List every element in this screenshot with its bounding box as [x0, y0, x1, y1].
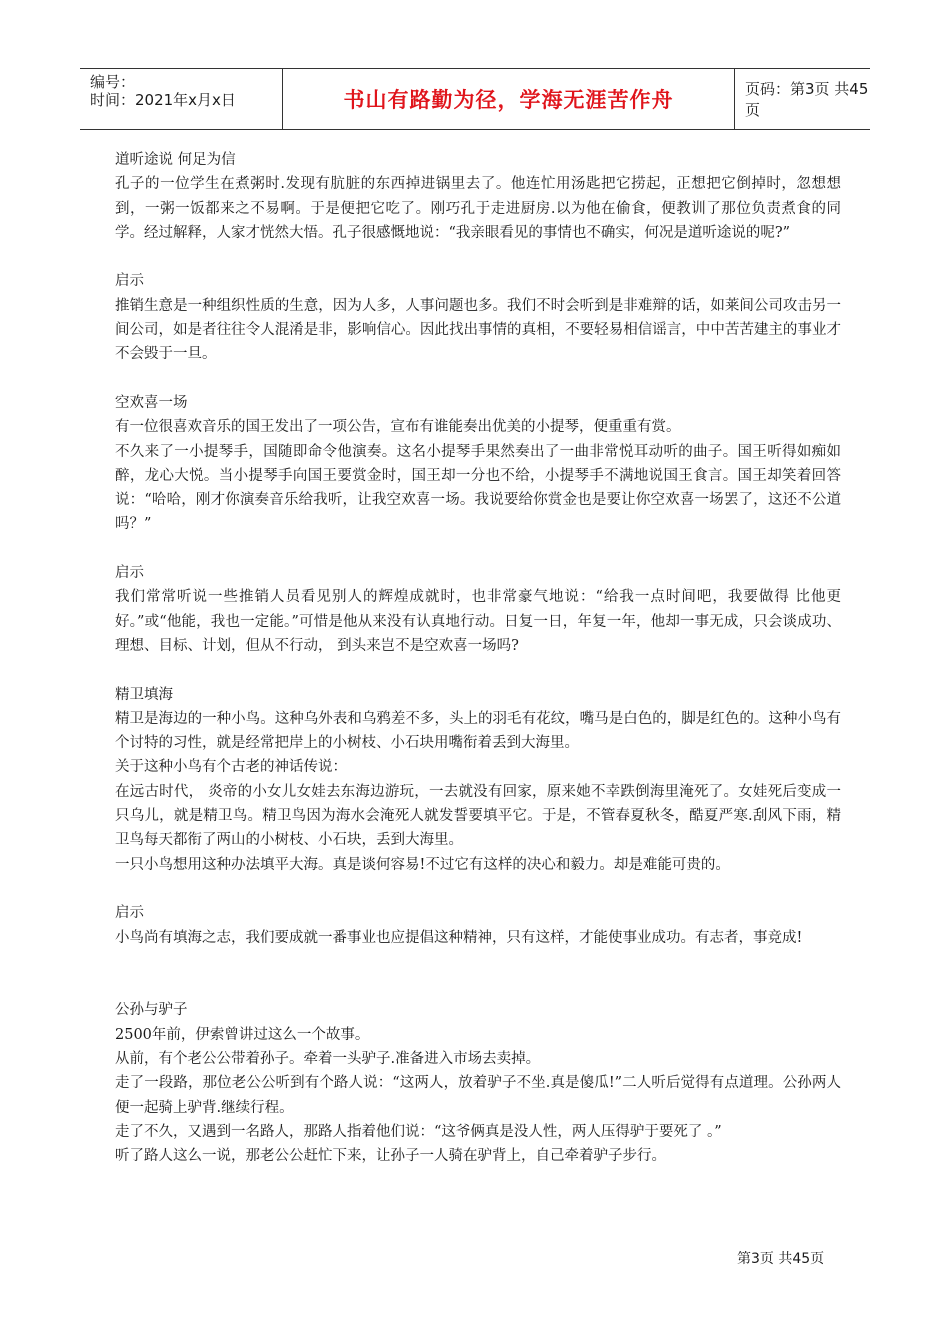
document-body — [115, 148, 841, 1168]
header-meta — [80, 69, 283, 129]
paragraph: 从前，有个老公公带着孙子。牵着一头驴子.准备进入市场去卖掉。 — [115, 1050, 541, 1067]
doc-number-label: 编号： — [90, 73, 136, 91]
header-page-number: 页码：第3页 共45页 — [745, 80, 869, 119]
paragraph: 关于这种小鸟有个古老的神话传说： — [115, 759, 347, 776]
paragraph: 推销生意是一种组织性质的生意，因为人多，人事问题也多。我们不时会听到是非难辩的话，如莱间公司攻击另一间公司，如是者往往令人混淆是非，影响信心。因此找出事情的真相，不要轻易相信谣言，中中苦苦建主的事业才不会毁于一旦。 — [115, 297, 841, 363]
paragraph: 走了一段路，那位老公公听到有个路人说：“这两人，放着驴子不坐.真是傻瓜!”二人听后觉得有点道理。公孙两人便一起骑上驴背.继续行程。 — [115, 1075, 841, 1116]
page-header — [80, 68, 870, 130]
paragraph: 孔子的一位学生在煮粥时.发现有肮脏的东西掉进锅里去了。他连忙用汤匙把它捞起，正想把它倒掉时，忽想想到，一粥一饭都来之不易啊。于是便把它吃了。刚巧孔于走进厨房.以为他在偷食，便教训了那位负责煮食的同学。经过解释，人家才恍然大悟。孔子很感慨地说：“我亲眼看见的事情也不确实，何况是道听途说的呢?” — [115, 176, 841, 241]
paragraph: 一只小鸟想用这种办法填平大海。真是谈何容易!不过它有这样的决心和毅力。却是难能可贵的。 — [115, 856, 730, 873]
paragraph: 在远古时代， 炎帝的小女儿女娃去东海边游玩，一去就没有回家，原来她不幸跌倒海里淹死了。女娃死后变成一只乌儿，就是精卫鸟。精卫鸟因为海水会淹死人就发誓要填平它。于是，不管春夏秋冬，酷夏严寒.刮风下雨，精卫鸟每天都衔了两山的小树枝、小石块，丢到大海里。 — [115, 783, 841, 849]
section-title: 精卫填海 — [115, 686, 173, 703]
paragraph: 有一位很喜欢音乐的国王发出了一项公告，宣布有谁能奏出优美的小提琴，便重重有赏。 — [115, 419, 681, 436]
paragraph: 我们常常听说一些推销人员看见别人的辉煌成就时，也非常豪气地说：“给我一点时间吧，我要做得 比他更好。”或“他能，我也一定能。”可惜是他从来没有认真地行动。日复一日，年复一年，他却一事无成，只会谈成功、理想、目标、计划，但从不行动， 到头来岂不是空欢喜一场吗? — [115, 589, 841, 654]
section-title: 启示 — [115, 565, 144, 582]
section-title: 空欢喜一场 — [115, 394, 188, 411]
header-motto: 书山有路勤为径，学海无涯苦作舟 — [343, 88, 674, 112]
header-page-cell — [735, 69, 870, 129]
paragraph: 走了不久，又遇到一名路人，那路人指着他们说：“这爷俩真是没人性，两人压得驴于要死了 。” — [115, 1123, 722, 1140]
paragraph: 2500年前，伊索曾讲过这么一个故事。 — [115, 1026, 370, 1043]
section-title: 公孙与驴子 — [115, 1002, 188, 1019]
section-title: 启示 — [115, 273, 144, 290]
header-motto-cell — [283, 69, 735, 129]
paragraph: 小鸟尚有填海之志，我们要成就一番事业也应提倡这种精神，只有这样，才能使事业成功。有志者，事竞成! — [115, 929, 803, 946]
page-footer — [737, 1248, 824, 1268]
doc-time-label: 时间：2021年x月x日 — [90, 91, 236, 109]
paragraph: 不久来了一小提琴手，国随即命令他演奏。这名小提琴手果然奏出了一曲非常悦耳动听的曲子。国王听得如痴如醉，龙心大悦。当小提琴手向国王要赏金时，国王却一分也不给，小提琴手不满地说国王食言。国王却笑着回答说：“哈哈，刚才你演奏音乐给我听，让我空欢喜一场。我说要给你赏金也是要让你空欢喜一场罢了，这还不公道吗？” — [115, 443, 841, 533]
paragraph: 听了路人这么一说，那老公公赶忙下来，让孙子一人骑在驴背上，自己牵着驴子步行。 — [115, 1148, 666, 1165]
section-title: 启示 — [115, 905, 144, 922]
footer-page-number: 第3页 共45页 — [737, 1251, 825, 1267]
paragraph: 精卫是海边的一种小鸟。这种乌外表和乌鸦差不多，头上的羽毛有花纹，嘴马是白色的，脚是红色的。这种小鸟有个讨特的习性，就是经常把岸上的小树枝、小石块用嘴衔着丢到大海里。 — [115, 710, 841, 752]
section-title: 道听途说 何足为信 — [115, 152, 236, 168]
